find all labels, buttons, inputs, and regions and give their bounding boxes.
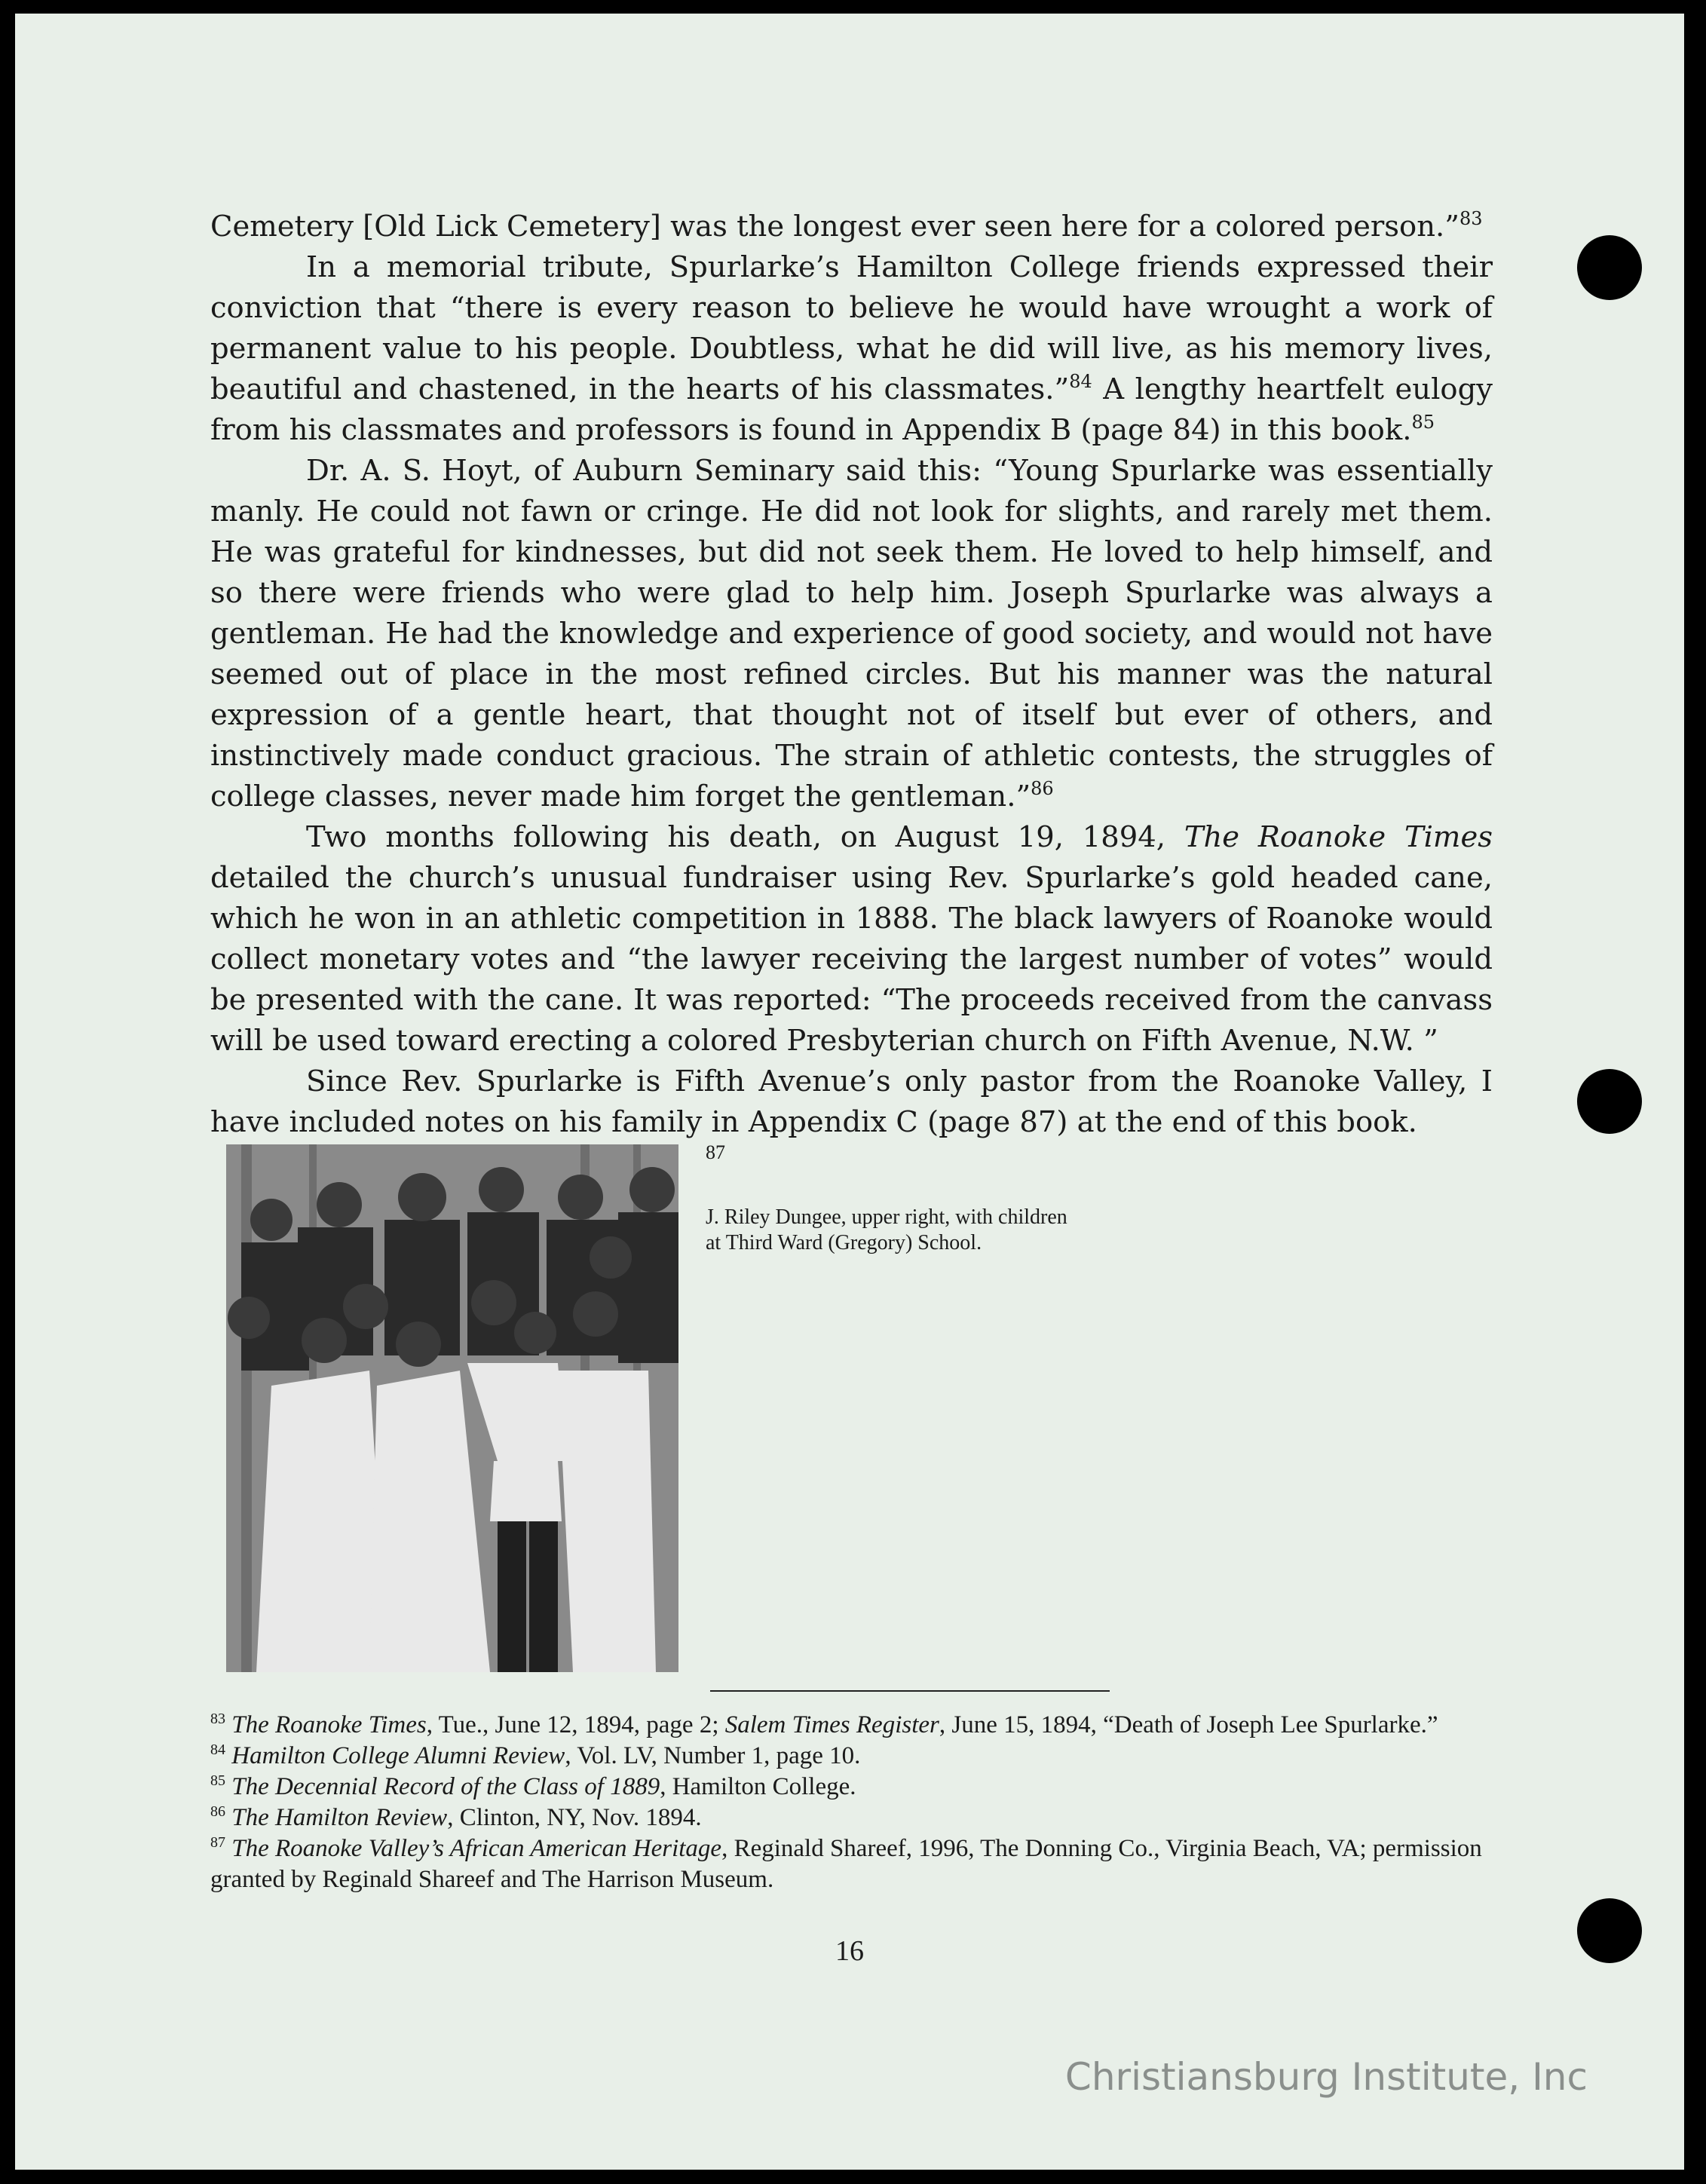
page-number: 16 bbox=[835, 1935, 864, 1967]
punch-hole-middle bbox=[1577, 1069, 1642, 1134]
footnote-ref-83: 83 bbox=[1459, 208, 1483, 229]
body-text bbox=[210, 207, 1493, 1143]
footnote-83: $^{83}$ The Roanoke Times, Tue., June 12, 1894, page 2; Salem Times Register, June 15, 1894, “Death of Joseph Lee Spurlarke.” bbox=[210, 1711, 1438, 1738]
footnote-divider bbox=[710, 1690, 1110, 1692]
footnote-ref-86: 86 bbox=[1031, 778, 1054, 799]
group-photo-illustration bbox=[226, 1144, 678, 1672]
caption-line-2: at Third Ward (Gregory) School. bbox=[706, 1231, 982, 1254]
paragraph-4: Two months following his death, on August 19, 1894, The Roanoke Times detailed the church’s unusual fundraiser using Rev. Spurlarke’s gold headed cane, which he won in an athletic competition in 1888. The black lawyers of Roanoke would collect monetary votes and “the lawyer receiving the largest number of votes” would be presented with the cane. It was reported: “The proceeds received from the canvass will be used toward erecting a colored Presbyterian church on Fifth Avenue, N.W. ” bbox=[210, 820, 1493, 1058]
paragraph-2: In a memorial tribute, Spurlarke’s Hamilton College friends expressed their conviction that “there is every reason to believe he would have wrought a work of permanent value to his people. Doubtless, what he did will live, as his memory lives, beautiful and chastened, in the hearts of his classmates.”$^{84}$ A lengthy heartfelt eulogy from his classmates and professors is found in Appendix B (page 84) in this book.$^{85}$ bbox=[210, 250, 1493, 447]
photo-caption bbox=[706, 1205, 1128, 1256]
watermark: Christiansburg Institute, Inc bbox=[1064, 2055, 1588, 2099]
paragraph-1: Cemetery [Old Lick Cemetery] was the longest ever seen here for a colored person.”$^{83}$ bbox=[210, 208, 1483, 244]
footnote-ref-84: 84 bbox=[1069, 371, 1092, 392]
footnote-87: $^{87}$ The Roanoke Valley’s African American Heritage, Reginald Shareef, 1996, The Donning Co., Virginia Beach, VA; permission granted by Reginald Shareef and The Harrison Museum. bbox=[210, 1834, 1482, 1893]
document-page bbox=[15, 14, 1684, 2170]
photo-footnote-ref: 87 bbox=[706, 1141, 725, 1163]
caption-line-1: J. Riley Dungee, upper right, with children bbox=[706, 1205, 1067, 1229]
punch-hole-top bbox=[1577, 235, 1642, 300]
footnote-85: $^{85}$ The Decennial Record of the Class of 1889, Hamilton College. bbox=[210, 1772, 856, 1800]
footnote-84: $^{84}$ Hamilton College Alumni Review, Vol. LV, Number 1, page 10. bbox=[210, 1741, 861, 1769]
footnote-ref-85: 85 bbox=[1411, 412, 1435, 433]
footnotes bbox=[210, 1710, 1493, 1895]
group-photo bbox=[226, 1144, 678, 1672]
newspaper-title: The Roanoke Times bbox=[1184, 820, 1493, 854]
footnote-86: $^{86}$ The Hamilton Review, Clinton, NY, Nov. 1894. bbox=[210, 1803, 702, 1831]
paragraph-5: Since Rev. Spurlarke is Fifth Avenue’s only pastor from the Roanoke Valley, I have included notes on his family in Appendix C (page 87) at the end of this book. bbox=[210, 1064, 1493, 1139]
paragraph-3: Dr. A. S. Hoyt, of Auburn Seminary said this: “Young Spurlarke was essentially manly. He could not fawn or cringe. He did not look for slights, and rarely met them. He was grateful for kindnesses, but did not seek them. He loved to help himself, and so there were friends who were glad to help him. Joseph Spurlarke was always a gentleman. He had the knowledge and experience of good society, and would not have seemed out of place in the most refined circles. But his manner was the natural expression of a gentle heart, that thought not of itself but ever of others, and instinctively made conduct gracious. The strain of athletic contests, the struggles of college classes, never made him forget the gentleman.”$^{86}$ bbox=[210, 454, 1493, 813]
